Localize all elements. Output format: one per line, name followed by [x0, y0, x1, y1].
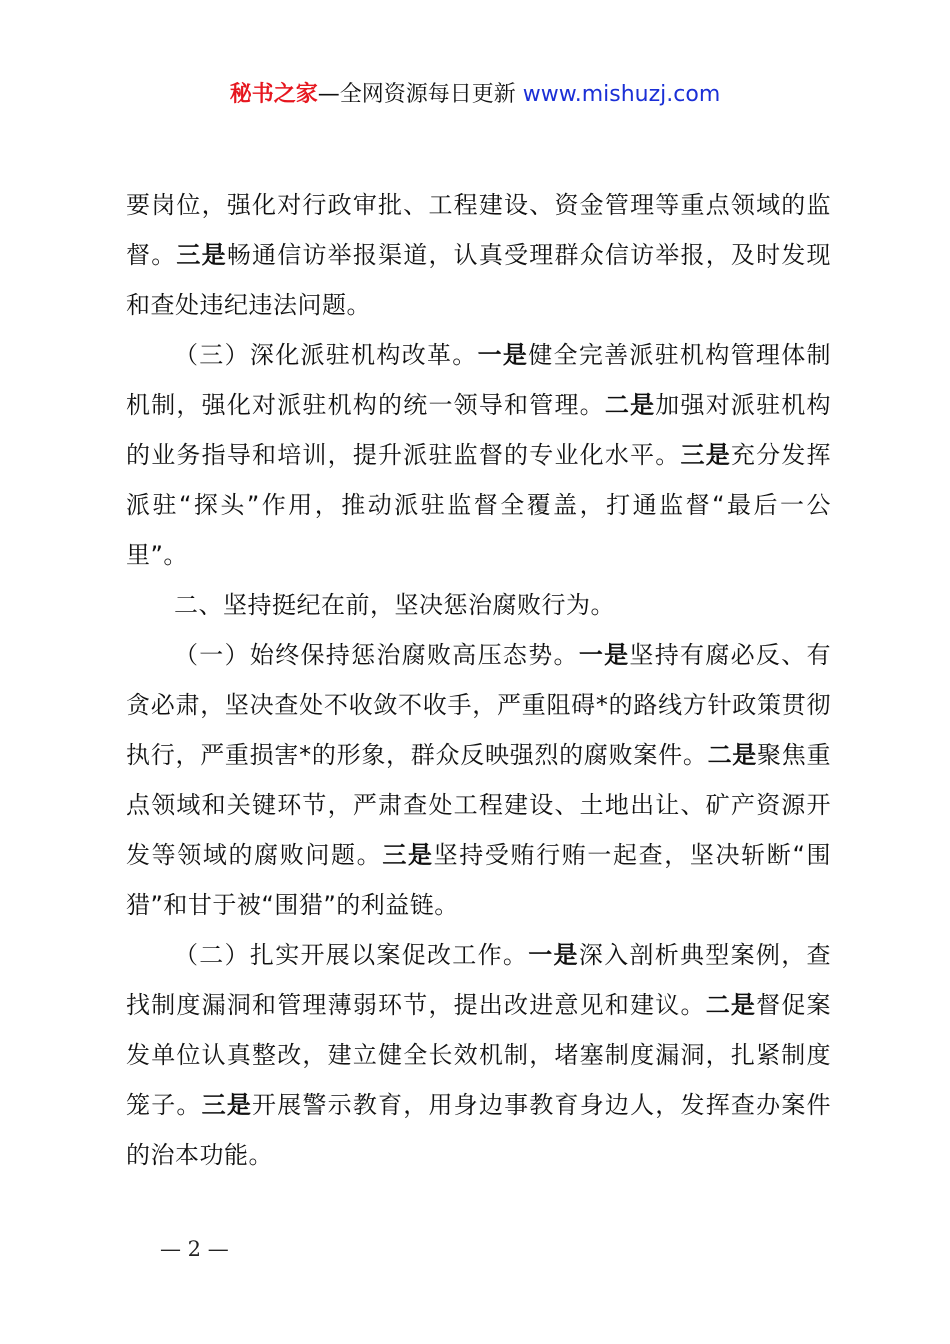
bold-ordinal: 三是 [382, 841, 434, 869]
text-segment: （一）始终保持惩治腐败高压态势。 [174, 641, 579, 669]
text-segment: （三）深化派驻机构改革。 [174, 341, 478, 369]
bold-ordinal: 二是 [604, 391, 656, 419]
header-tagline: —全网资源每日更新 [317, 82, 516, 107]
text-segment: 要岗位，强化对行政审批、工程建设、资金管理等重点领域的监督。 [126, 191, 831, 269]
bold-ordinal: 一是 [477, 341, 529, 369]
text-segment: 深入剖析典型案例，查找制度漏洞和管理薄弱环节，提出改进意见和建议。 [126, 941, 832, 1019]
bold-ordinal: 三是 [201, 1091, 253, 1119]
site-url[interactable]: www.mishuzj.com [522, 82, 721, 107]
bold-ordinal: 三是 [680, 441, 731, 469]
text-segment: 聚焦重点领域和关键环节，严肃查处工程建设、土地出让、矿产资源开发等领域的腐败问题。 [126, 741, 832, 869]
paragraph [126, 180, 831, 330]
bold-ordinal: 二是 [707, 741, 758, 769]
bold-ordinal: 二是 [705, 991, 757, 1019]
paragraph [126, 930, 831, 1180]
brand-name: 秘书之家 [229, 82, 318, 107]
page-number: — 2 — [160, 1237, 229, 1261]
text-segment: 督促案发单位认真整改，建立健全长效机制，堵塞制度漏洞，扎紧制度笼子。 [126, 991, 832, 1119]
text-segment: 加强对派驻机构的业务指导和培训，提升派驻监督的专业化水平。 [126, 391, 832, 469]
text-segment: 健全完善派驻机构管理体制机制，强化对派驻机构的统一领导和管理。 [126, 341, 832, 419]
text-segment: 充分发挥派驻“探头”作用，推动派驻监督全覆盖，打通监督“最后一公里”。 [126, 441, 832, 569]
site-header [0, 78, 950, 112]
text-segment: 二、坚持挺纪在前，坚决惩治腐败行为。 [174, 591, 615, 619]
bold-ordinal: 三是 [176, 241, 227, 269]
bold-ordinal: 一是 [578, 641, 630, 669]
text-segment: 坚持有腐必反、有贪必肃，坚决查处不收敛不收手，严重阻碍*的路线方针政策贯彻执行，严重损害*的形象，群众反映强烈的腐败案件。 [126, 641, 832, 769]
paragraph [126, 330, 831, 580]
paragraph [126, 630, 831, 930]
bold-ordinal: 一是 [528, 941, 579, 969]
text-segment: 开展警示教育，用身边事教育身边人，发挥查办案件的治本功能。 [126, 1091, 832, 1169]
document-body [126, 180, 831, 1180]
paragraph [126, 580, 831, 630]
text-segment: （二）扎实开展以案促改工作。 [174, 941, 529, 969]
text-segment: 坚持受贿行贿一起查，坚决斩断“围猎”和甘于被“围猎”的利益链。 [126, 841, 832, 919]
text-segment: 畅通信访举报渠道，认真受理群众信访举报，及时发现和查处违纪违法问题。 [126, 241, 832, 319]
